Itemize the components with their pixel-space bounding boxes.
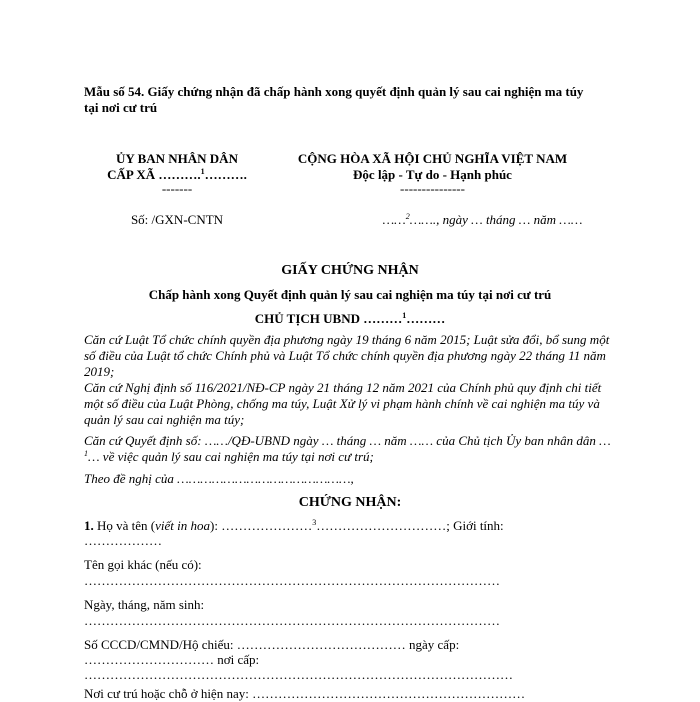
legal-basis-2: Căn cứ Nghị định số 116/2021/NĐ-CP ngày 21 tháng 12 năm 2021 của Chính phủ quy định chi tiết một số điều của Luật Phòng, chống ma túy, Luật Xử lý vi phạm hành chính về cai nghiện ma túy và quản lý sau cai nghiện ma túy; [84, 380, 602, 427]
full-name-rest: …………………………; Giới tính: [316, 518, 504, 533]
form-heading-line1: Mẫu số 54. Giấy chứng nhận đã chấp hành xong quyết định quản lý sau cai nghiện ma túy [84, 84, 584, 99]
document-number: Số: /GXN-CNTN [130, 212, 224, 227]
chairman-post: ……… [406, 311, 446, 326]
national-title: CỘNG HÒA XÃ HỘI CHỦ NGHĨA VIỆT NAM [297, 151, 568, 166]
commune-level-post: ………. [204, 167, 247, 182]
full-name-label-post: ): ………………… [210, 518, 313, 533]
commune-level-pre: CẤP XÃ ………. [107, 167, 201, 182]
form-heading-line2: tại nơi cư trú [84, 100, 158, 115]
footnote-1c: 1 [84, 449, 88, 458]
full-name-label: Họ và tên ( [93, 518, 156, 533]
id-number-field: Số CCCD/CMND/Hộ chiếu: ………………………………… ngày cấp: [84, 637, 460, 652]
chairman-line [0, 311, 700, 327]
footnote-2: 2 [405, 212, 410, 221]
id-issue-line: ……………………………………………………………………………………… [84, 667, 513, 682]
chairman-pre: CHỦ TỊCH UBND ……… [254, 311, 403, 326]
field-number-1: 1. [84, 518, 94, 533]
right-header-separator: --------------- [400, 181, 465, 196]
id-issue-place: ………………………… nơi cấp: [84, 652, 260, 667]
certificate-title: GIẤY CHỨNG NHẬN [281, 263, 419, 278]
legal-basis-1: Căn cứ Luật Tổ chức chính quyền địa phương ngày 19 tháng 6 năm 2015; Luật sửa đổi, bổ sung một số điều của Luật tổ chức Chính phủ và Luật Tổ chức chính quyền địa phương ngày 22 tháng 11 năm 2019; [84, 332, 610, 379]
full-name-label-note: viết in hoa [155, 518, 211, 533]
alias-line: …………………………………………………………………………………… [84, 573, 500, 588]
certificate-subtitle: Chấp hành xong Quyết định quản lý sau cai nghiện ma túy tại nơi cư trú [148, 287, 552, 302]
place-pre: …… [382, 212, 406, 227]
date-post: ……., ngày … tháng … năm …… [409, 212, 583, 227]
committee-name: ỦY BAN NHÂN DÂN [116, 151, 238, 166]
dob-line: …………………………………………………………………………………… [84, 613, 500, 628]
legal-basis-3 [84, 433, 616, 465]
footnote-3: 3 [312, 518, 317, 527]
residence-field: Nơi cư trú hoặc chỗ ở hiện nay: ……………………………………………………… [84, 686, 526, 701]
full-name-field [84, 518, 504, 534]
national-motto: Độc lập - Tự do - Hạnh phúc [353, 167, 512, 182]
legal-basis-3-post: … về việc quản lý sau cai nghiện ma túy tại nơi cư trú; [88, 449, 374, 464]
certify-heading: CHỨNG NHẬN: [298, 495, 402, 510]
footnote-1: 1 [200, 167, 205, 176]
gender-line: ……………… [84, 533, 162, 548]
left-header-separator: ------- [161, 181, 193, 196]
legal-basis-3-pre: Căn cứ Quyết định số: ……/QĐ-UBND ngày … tháng … năm …… của Chủ tịch Ủy ban nhân dân … [84, 433, 611, 448]
dob-label: Ngày, tháng, năm sinh: [84, 597, 205, 612]
alias-label: Tên gọi khác (nếu có): [84, 557, 202, 572]
proposal-line: Theo đề nghị của ………………………………………, [84, 471, 354, 486]
place-date-line [330, 212, 635, 228]
footnote-1b: 1 [402, 311, 407, 320]
